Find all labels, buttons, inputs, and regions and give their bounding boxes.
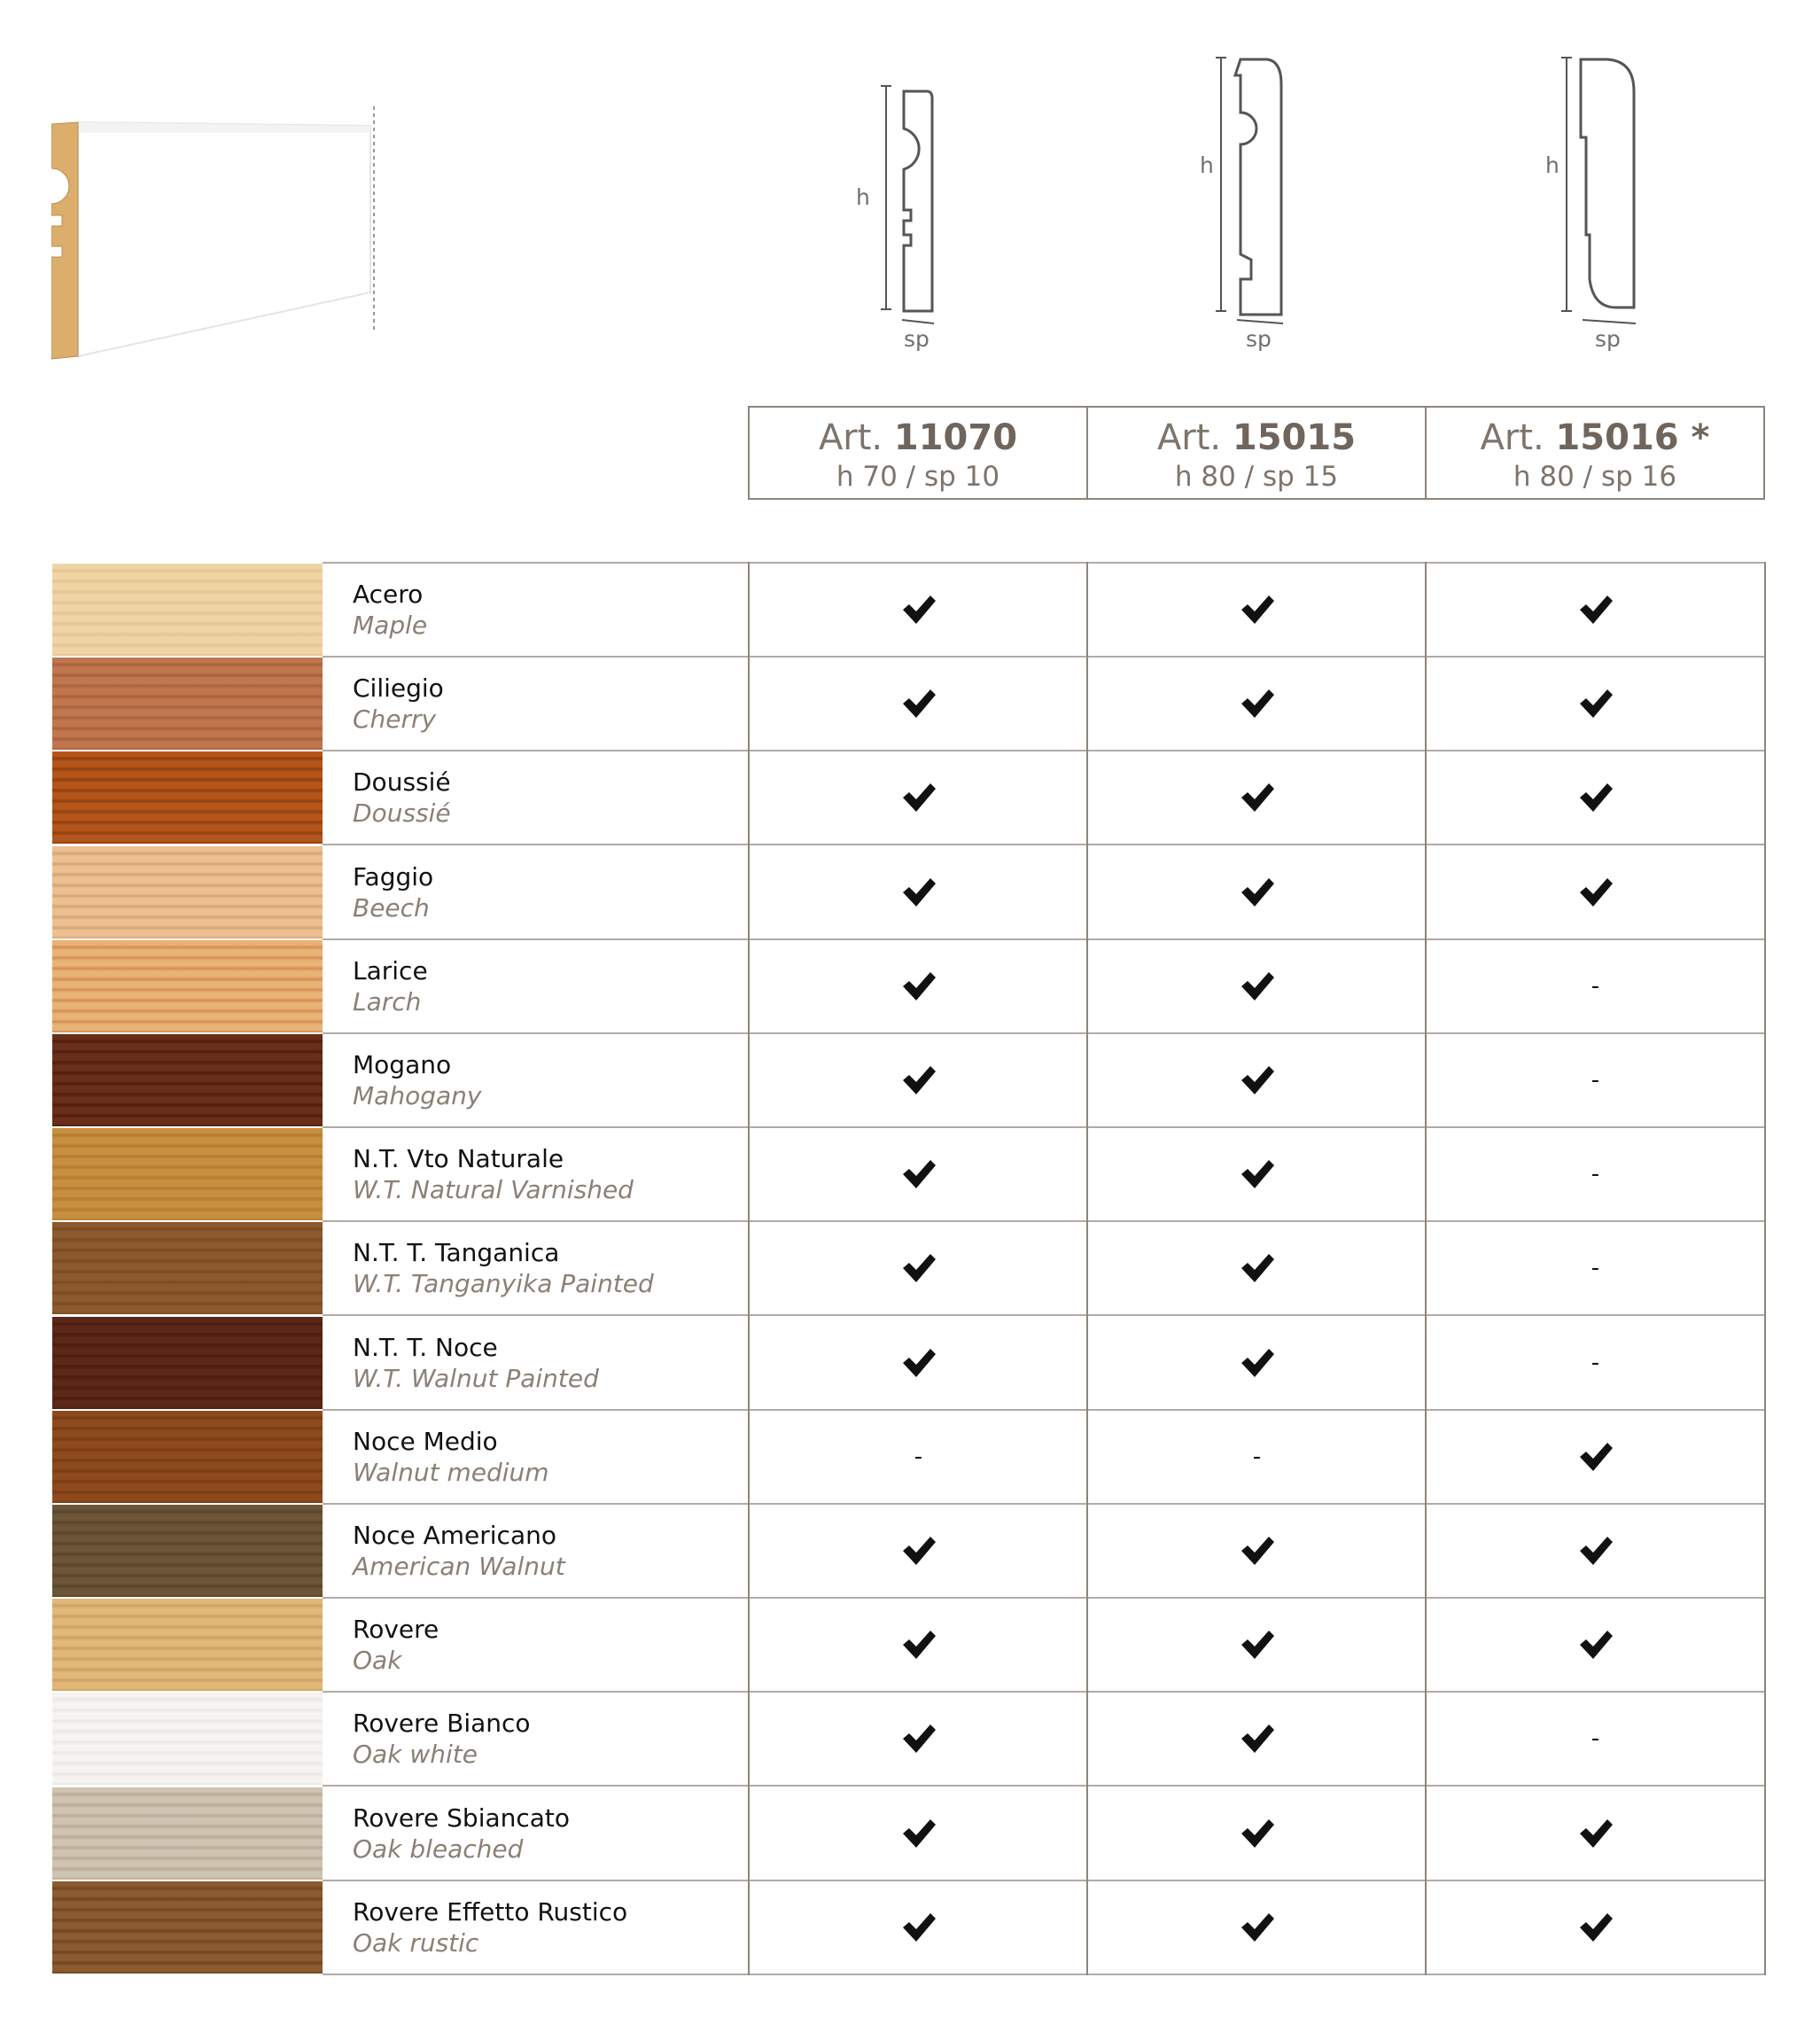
column-divider bbox=[1086, 562, 1088, 1975]
wood-swatch bbox=[52, 564, 323, 656]
finish-name-italian: N.T. T. Tanganica bbox=[353, 1238, 560, 1268]
finish-name-english: Cherry bbox=[353, 705, 437, 735]
check-icon bbox=[750, 1881, 1087, 1974]
wood-swatch bbox=[52, 751, 323, 844]
finish-name-english: Maple bbox=[353, 611, 428, 640]
check-icon bbox=[1427, 1599, 1764, 1691]
table-row bbox=[52, 1787, 1766, 1880]
table-row bbox=[52, 1222, 1766, 1315]
check-icon bbox=[750, 751, 1087, 844]
not-available-mark: - bbox=[1591, 1255, 1600, 1282]
finish-names bbox=[323, 1034, 801, 1126]
not-available-cell bbox=[1427, 1128, 1764, 1220]
profile-drawing-15016 bbox=[1501, 49, 1714, 359]
wood-swatch bbox=[52, 1599, 323, 1691]
not-available-mark: - bbox=[1591, 1725, 1600, 1753]
check-icon bbox=[1088, 564, 1426, 656]
sp-label: sp bbox=[1595, 326, 1621, 352]
check-icon bbox=[750, 658, 1087, 750]
check-icon bbox=[750, 1599, 1087, 1691]
check-icon bbox=[750, 1128, 1087, 1220]
article-title: Art. 11070 bbox=[818, 417, 1018, 458]
check-icon bbox=[750, 1222, 1087, 1314]
column-divider bbox=[1425, 562, 1427, 1975]
article-header-11070 bbox=[748, 406, 1088, 500]
finish-name-english: Oak bbox=[353, 1646, 402, 1676]
not-available-cell bbox=[1427, 1317, 1764, 1409]
table-row bbox=[52, 846, 1766, 939]
check-icon bbox=[750, 1317, 1087, 1409]
wood-swatch bbox=[52, 1222, 323, 1314]
article-dimensions: h 70 / sp 10 bbox=[836, 461, 1000, 493]
finish-name-italian: Mogano bbox=[353, 1050, 452, 1079]
table-row bbox=[52, 1505, 1766, 1598]
row-divider bbox=[323, 1974, 1766, 1975]
finish-names bbox=[323, 940, 801, 1032]
finish-names bbox=[323, 1222, 801, 1314]
skirting-board-image bbox=[51, 106, 388, 372]
article-header-15016 bbox=[1425, 406, 1765, 500]
check-icon bbox=[1088, 751, 1426, 844]
wood-swatch bbox=[52, 1034, 323, 1126]
finish-name-english: Walnut medium bbox=[353, 1457, 549, 1487]
wood-swatch bbox=[52, 1881, 323, 1974]
article-number: 15016 bbox=[1555, 417, 1679, 458]
check-icon bbox=[1088, 846, 1426, 938]
table-row bbox=[52, 1599, 1766, 1692]
column-divider bbox=[748, 562, 750, 1975]
finish-name-english: American Walnut bbox=[353, 1552, 565, 1581]
table-row bbox=[52, 1317, 1766, 1410]
check-icon bbox=[1088, 1787, 1426, 1880]
check-icon bbox=[1088, 1505, 1426, 1597]
check-icon bbox=[750, 564, 1087, 656]
check-icon bbox=[1088, 1317, 1426, 1409]
finish-name-english: Beech bbox=[353, 892, 430, 923]
finish-name-italian: Rovere Effetto Rustico bbox=[353, 1896, 628, 1927]
table-row bbox=[52, 564, 1766, 657]
check-icon bbox=[1088, 1128, 1426, 1220]
finish-names bbox=[323, 1787, 801, 1880]
check-icon bbox=[1088, 940, 1426, 1032]
not-available-mark: - bbox=[1591, 972, 1600, 1000]
check-icon bbox=[750, 940, 1087, 1032]
finish-name-english: Oak rustic bbox=[353, 1927, 479, 1958]
not-available-cell bbox=[1427, 940, 1764, 1032]
check-icon bbox=[1088, 1034, 1426, 1126]
article-dimensions: h 80 / sp 15 bbox=[1174, 461, 1339, 493]
article-header-15015 bbox=[1086, 406, 1427, 500]
not-available-mark: - bbox=[1591, 1349, 1600, 1376]
check-icon bbox=[1427, 658, 1764, 750]
finish-names bbox=[323, 751, 801, 844]
wood-swatch bbox=[52, 1505, 323, 1597]
finish-names bbox=[323, 1505, 801, 1597]
h-label: h bbox=[1200, 152, 1214, 178]
finish-names bbox=[323, 1411, 801, 1503]
check-icon bbox=[1088, 1881, 1426, 1974]
article-title: Art. 15016 * bbox=[1480, 417, 1710, 458]
article-title: Art. 15015 bbox=[1156, 417, 1357, 458]
wood-swatch bbox=[52, 1693, 323, 1785]
article-number: 15015 bbox=[1232, 417, 1357, 458]
check-icon bbox=[1088, 1222, 1426, 1314]
finish-name-italian: N.T. T. Noce bbox=[353, 1332, 498, 1362]
check-icon bbox=[1088, 1693, 1426, 1785]
finish-names bbox=[323, 1693, 801, 1785]
not-available-cell bbox=[1427, 1693, 1764, 1785]
finish-names bbox=[323, 1599, 801, 1691]
not-available-cell bbox=[1427, 1034, 1764, 1126]
not-available-mark: - bbox=[1252, 1443, 1262, 1470]
check-icon bbox=[750, 1787, 1087, 1880]
finish-names bbox=[323, 658, 801, 750]
finish-name-italian: Noce Americano bbox=[353, 1521, 556, 1550]
not-available-mark: - bbox=[914, 1443, 923, 1470]
wood-swatch bbox=[52, 658, 323, 750]
finish-names bbox=[323, 1881, 801, 1974]
check-icon bbox=[1427, 751, 1764, 844]
wood-swatch bbox=[52, 1787, 323, 1880]
check-icon bbox=[750, 1034, 1087, 1126]
finish-name-italian: Doussié bbox=[353, 767, 451, 798]
wood-swatch bbox=[52, 1317, 323, 1409]
check-icon bbox=[750, 1505, 1087, 1597]
table-row bbox=[52, 1881, 1766, 1974]
wood-swatch bbox=[52, 846, 323, 938]
finish-name-italian: Noce Medio bbox=[353, 1426, 498, 1456]
finish-name-english: W.T. Natural Varnished bbox=[353, 1175, 634, 1205]
finish-names bbox=[323, 1128, 801, 1220]
finish-name-italian: Larice bbox=[353, 955, 428, 985]
finish-names bbox=[323, 1317, 801, 1409]
finish-name-italian: Rovere bbox=[353, 1615, 439, 1645]
sp-label: sp bbox=[904, 326, 929, 352]
column-divider bbox=[1764, 562, 1766, 1975]
finish-name-english: W.T. Walnut Painted bbox=[353, 1363, 599, 1393]
table-row bbox=[52, 1034, 1766, 1127]
article-number: 11070 bbox=[893, 417, 1018, 458]
table-row bbox=[52, 1693, 1766, 1786]
wood-swatch bbox=[52, 1411, 323, 1503]
check-icon bbox=[750, 1693, 1087, 1785]
profile-drawing-15015 bbox=[1155, 49, 1368, 359]
finish-name-english: Mahogany bbox=[353, 1081, 482, 1110]
finish-name-english: Oak bleached bbox=[353, 1833, 524, 1864]
h-label: h bbox=[856, 184, 870, 210]
finish-name-english: W.T. Tanganyika Painted bbox=[353, 1269, 654, 1299]
finish-name-english: Oak white bbox=[353, 1740, 478, 1770]
finish-names bbox=[323, 846, 801, 938]
check-icon bbox=[1427, 1505, 1764, 1597]
sp-label: sp bbox=[1246, 326, 1272, 352]
finish-name-italian: Faggio bbox=[353, 861, 434, 891]
finish-name-italian: N.T. Vto Naturale bbox=[353, 1144, 564, 1174]
table-top-border bbox=[323, 562, 1766, 564]
check-icon bbox=[1427, 846, 1764, 938]
not-available-mark: - bbox=[1591, 1067, 1600, 1094]
not-available-mark: - bbox=[1591, 1161, 1600, 1188]
profile-drawing-11070 bbox=[815, 49, 1028, 359]
table-row bbox=[52, 940, 1766, 1033]
wood-swatch bbox=[52, 1128, 323, 1220]
not-available-cell bbox=[750, 1411, 1087, 1503]
check-icon bbox=[750, 846, 1087, 938]
check-icon bbox=[1427, 1787, 1764, 1880]
table-row bbox=[52, 658, 1766, 751]
finish-name-english: Larch bbox=[353, 986, 422, 1016]
finish-names bbox=[323, 564, 801, 656]
check-icon bbox=[1088, 658, 1426, 750]
wood-swatch bbox=[52, 940, 323, 1032]
finish-name-italian: Rovere Sbiancato bbox=[353, 1802, 571, 1833]
finish-name-english: Doussié bbox=[353, 798, 451, 829]
article-dimensions: h 80 / sp 16 bbox=[1513, 461, 1677, 493]
finish-name-italian: Acero bbox=[353, 580, 424, 609]
table-row bbox=[52, 751, 1766, 845]
h-label: h bbox=[1545, 152, 1559, 178]
check-icon bbox=[1088, 1599, 1426, 1691]
table-row bbox=[52, 1411, 1766, 1504]
not-available-cell bbox=[1427, 1222, 1764, 1314]
check-icon bbox=[1427, 564, 1764, 656]
not-available-cell bbox=[1088, 1411, 1426, 1503]
check-icon bbox=[1427, 1411, 1764, 1503]
finish-name-italian: Ciliegio bbox=[353, 673, 444, 704]
finish-name-italian: Rovere Bianco bbox=[353, 1709, 531, 1739]
table-row bbox=[52, 1128, 1766, 1221]
check-icon bbox=[1427, 1881, 1764, 1974]
